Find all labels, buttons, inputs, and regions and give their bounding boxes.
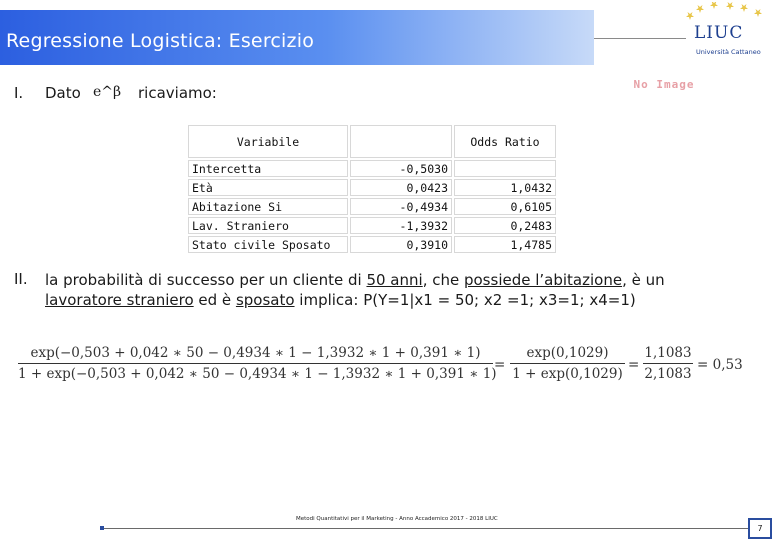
missing-image-placeholder: No Image bbox=[633, 78, 695, 91]
variable-cell: Stato civile Sposato bbox=[188, 236, 348, 253]
fraction-simplified-numerator: exp(0,1029) bbox=[526, 345, 609, 361]
table-row bbox=[188, 236, 556, 253]
odds-cell bbox=[454, 160, 556, 177]
coefficient-cell: -1,3932 bbox=[350, 217, 452, 234]
point-2-line-1 bbox=[45, 270, 665, 290]
point-2-text: implica: P(Y=1|x1 = 50; x2 =1; x3=1; x4=1) bbox=[294, 291, 636, 309]
fraction-bar bbox=[510, 363, 625, 364]
odds-cell: 1,0432 bbox=[454, 179, 556, 196]
foreign-worker-condition: lavoratore straniero bbox=[45, 291, 194, 309]
point-1-numeral: I. bbox=[14, 84, 24, 102]
coefficients-table bbox=[186, 123, 558, 255]
point-1 bbox=[14, 84, 217, 102]
fraction-full-denominator: 1 + exp(−0,503 + 0,042 ∗ 50 − 0,4934 ∗ 1 − 1,3932 ∗ 1 + 0,391 ∗ 1) bbox=[18, 366, 497, 382]
odds-cell: 0,6105 bbox=[454, 198, 556, 215]
age-condition: 50 anni bbox=[366, 271, 423, 289]
point-2-text: , è un bbox=[622, 271, 665, 289]
coefficient-cell: 0,0423 bbox=[350, 179, 452, 196]
coefficient-cell: -0,5030 bbox=[350, 160, 452, 177]
odds-cell: 0,2483 bbox=[454, 217, 556, 234]
fraction-full-numerator: exp(−0,503 + 0,042 ∗ 50 − 0,4934 ∗ 1 − 1,3932 ∗ 1 + 0,391 ∗ 1) bbox=[30, 345, 481, 361]
point-2-line-2 bbox=[45, 290, 636, 310]
footer-line-endpoint bbox=[100, 526, 104, 530]
fraction-simplified bbox=[510, 345, 625, 382]
fraction-bar bbox=[643, 363, 693, 364]
logo-brand: LIUC bbox=[694, 23, 744, 43]
fraction-numeric-denominator: 2,1083 bbox=[644, 366, 692, 382]
point-2-numeral: II. bbox=[14, 270, 28, 288]
point-1-prefix: Dato bbox=[45, 84, 81, 102]
equals-sign: = bbox=[628, 357, 640, 373]
table-row bbox=[188, 179, 556, 196]
variable-cell: Lav. Straniero bbox=[188, 217, 348, 234]
page-number: 7 bbox=[748, 518, 772, 539]
title-bar bbox=[0, 10, 594, 65]
variable-cell: Abitazione Si bbox=[188, 198, 348, 215]
fraction-full bbox=[18, 345, 497, 382]
point-2-text: ed è bbox=[193, 291, 236, 309]
fraction-bar bbox=[18, 363, 493, 364]
equals-sign: = bbox=[494, 357, 506, 373]
university-logo bbox=[682, 2, 778, 64]
result-value: = 0,53 bbox=[697, 357, 743, 373]
married-condition: sposato bbox=[235, 291, 295, 309]
fraction-simplified-denominator: 1 + exp(0,1029) bbox=[512, 366, 623, 382]
slide-title: Regressione Logistica: Esercizio bbox=[6, 30, 315, 52]
logo-subtitle: Università Cattaneo bbox=[696, 48, 761, 56]
table-header-row bbox=[188, 125, 556, 158]
point-2-text: , che bbox=[422, 271, 464, 289]
variable-cell: Età bbox=[188, 179, 348, 196]
footer-line bbox=[102, 528, 762, 529]
home-condition: possiede l’abitazione bbox=[463, 271, 623, 289]
table-row bbox=[188, 198, 556, 215]
coefficient-cell: -0,4934 bbox=[350, 198, 452, 215]
odds-cell: 1,4785 bbox=[454, 236, 556, 253]
point-2-text: la probabilità di successo per un cliente di bbox=[45, 271, 367, 289]
fraction-numeric-numerator: 1,1083 bbox=[644, 345, 692, 361]
header-coefficient bbox=[350, 125, 452, 158]
header-odds-ratio: Odds Ratio bbox=[454, 125, 556, 158]
fraction-numeric bbox=[643, 345, 693, 382]
header-variable: Variabile bbox=[188, 125, 348, 158]
footer-text: Metodi Quantitativi per il Marketing - Anno Accademico 2017 - 2018 LIUC bbox=[296, 516, 498, 522]
coefficient-cell: 0,3910 bbox=[350, 236, 452, 253]
beta-exponent: e^β bbox=[93, 84, 122, 100]
table-row bbox=[188, 160, 556, 177]
variable-cell: Intercetta bbox=[188, 160, 348, 177]
table-row bbox=[188, 217, 556, 234]
point-1-suffix: ricaviamo: bbox=[138, 84, 217, 102]
title-divider bbox=[594, 38, 686, 39]
